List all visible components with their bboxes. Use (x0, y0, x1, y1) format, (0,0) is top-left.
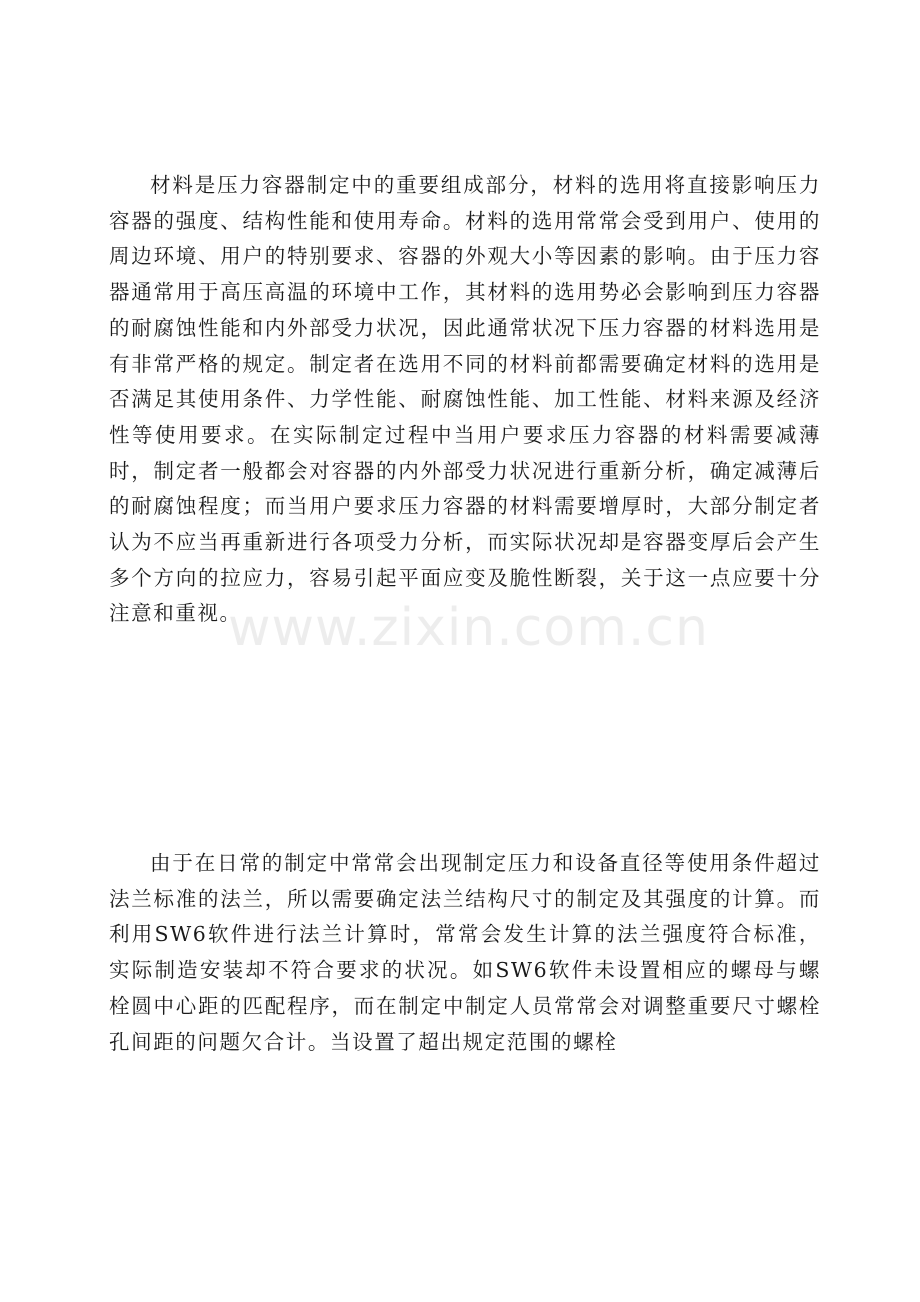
paragraph-materials: 材料是压力容器制定中的重要组成部分，材料的选用将直接影响压力容器的强度、结构性能和使用寿命。材料的选用常常会受到用户、使用的周边环境、用户的特别要求、容器的外观大小等因素的影响。由于压力容器通常用于高压高温的环境中工作，其材料的选用势必会影响到压力容器的耐腐蚀性能和内外部受力状况，因此通常状况下压力容器的材料选用是有非常严格的规定。制定者在选用不同的材料前都需要确定材料的选用是否满足其使用条件、力学性能、耐腐蚀性能、加工性能、材料来源及经济性等使用要求。在实际制定过程中当用户要求压力容器的材料需要减薄时，制定者一般都会对容器的内外部受力状况进行重新分析，确定减薄后的耐腐蚀程度；而当用户要求压力容器的材料需要增厚时，大部分制定者认为不应当再重新进行各项受力分析，而实际状况却是容器变厚后会产生多个方向的拉应力，容易引起平面应变及脆性断裂，关于这一点应要十分注意和重视。 (109, 173, 821, 626)
paragraph-flange: 由于在日常的制定中常常会出现制定压力和设备直径等使用条件超过法兰标准的法兰，所以需要确定法兰结构尺寸的制定及其强度的计算。而利用SW6软件进行法兰计算时，常常会发生计算的法兰强度符合标准，实际制造安装却不符合要求的状况。如SW6软件未设置相应的螺母与螺栓圆中心距的匹配程序，而在制定中制定人员常常会对调整重要尺寸螺栓孔间距的问题欠合计。当设置了超出规定范围的螺栓 (109, 851, 821, 1054)
watermark: www.zixin.com.cn (228, 598, 709, 658)
